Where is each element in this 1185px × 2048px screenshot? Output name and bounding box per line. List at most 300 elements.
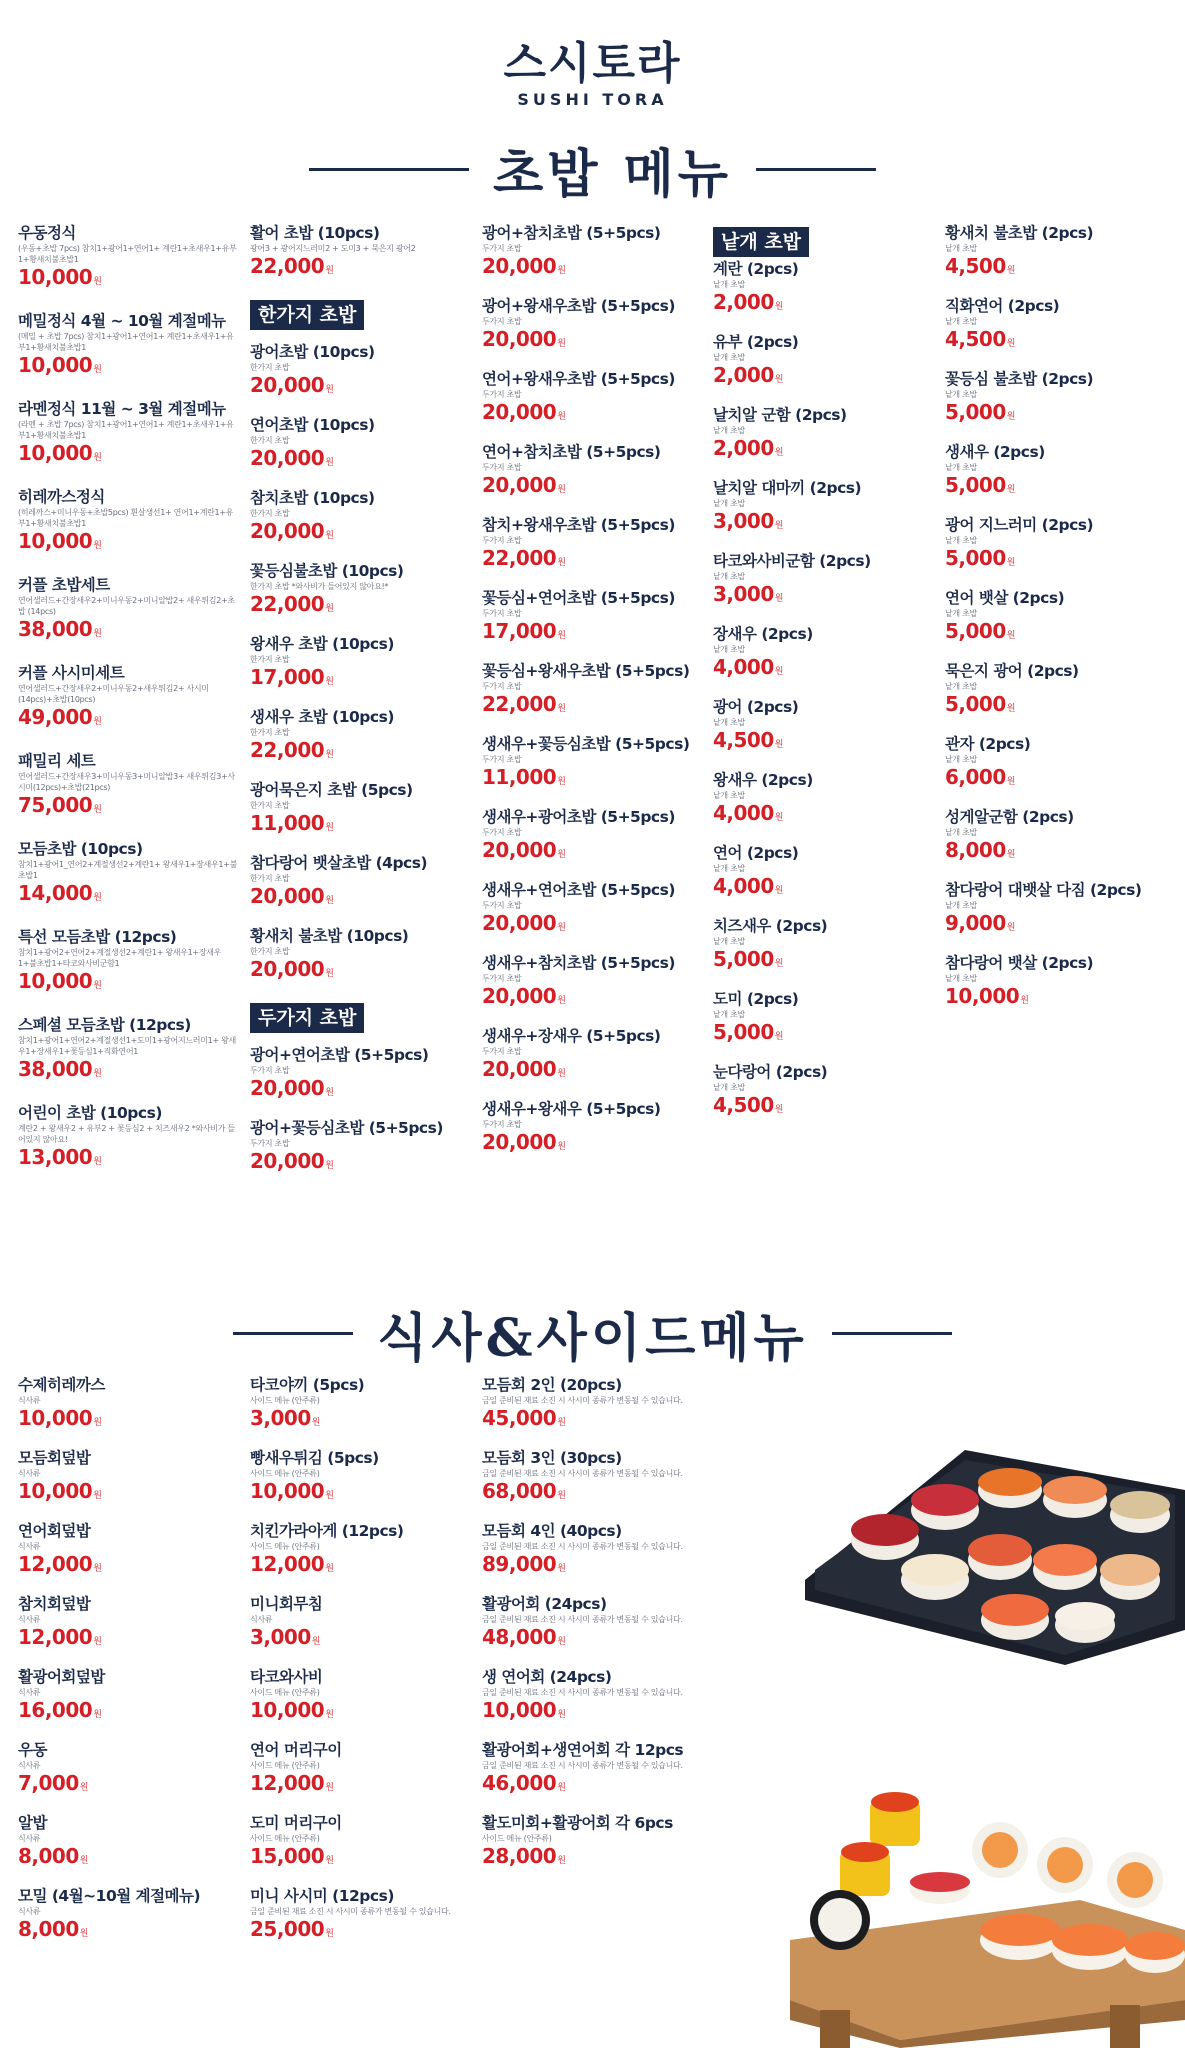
price-value: 14,000: [18, 881, 93, 905]
menu-item-name: 어린이 초밥 (10pcs): [18, 1104, 162, 1122]
menu-item-price: [482, 327, 702, 357]
menu-item-name: 연어+참치초밥 (5+5pcs): [482, 443, 661, 461]
menu-item: [250, 1448, 470, 1521]
price-value: 10,000: [18, 1479, 93, 1503]
sushi-column-piece: [713, 223, 933, 1135]
menu-item-name: 광어+참치초밥 (5+5pcs): [482, 224, 661, 242]
menu-item: [250, 1045, 470, 1118]
menu-item-name: 활어 초밥 (10pcs): [250, 224, 380, 242]
menu-item-price: [482, 546, 702, 576]
currency-unit: 원: [774, 448, 783, 458]
menu-item-name: 모밀 (4월~10월 계절메뉴): [18, 1887, 201, 1905]
menu-item-price: [713, 1093, 933, 1123]
currency-unit: 원: [93, 365, 102, 375]
title-rule-right: [756, 168, 876, 171]
menu-item-price: [18, 441, 238, 471]
menu-item-name: 활광어회+생연어회 각 12pcs: [482, 1741, 684, 1759]
currency-unit: 원: [93, 453, 102, 463]
price-value: 17,000: [250, 665, 325, 689]
menu-item-description: 한가지 초밥: [250, 363, 290, 372]
menu-item: [945, 880, 1175, 953]
currency-unit: 원: [325, 1710, 334, 1720]
menu-item: [250, 780, 470, 853]
menu-item-price: [18, 705, 238, 735]
menu-item: [250, 853, 470, 926]
menu-item-price: [18, 265, 238, 295]
sushi-column-piece-2: [945, 223, 1175, 1026]
menu-item-price: [250, 1149, 470, 1179]
menu-item-price: [482, 473, 702, 503]
currency-unit: 원: [311, 1418, 320, 1428]
price-value: 6,000: [945, 765, 1006, 789]
menu-item-name: 날치알 대마끼 (2pcs): [713, 479, 862, 497]
menu-item-price: [945, 692, 1175, 722]
menu-item-name: 모듬초밥 (10pcs): [18, 840, 143, 858]
currency-unit: 원: [1006, 485, 1015, 495]
menu-item-price: [945, 984, 1175, 1014]
menu-item-description: 금일 준비된 재료 소진 시 사시미 종류가 변동될 수 있습니다.: [482, 1688, 683, 1697]
menu-item-name: 광어묵은지 초밥 (5pcs): [250, 781, 413, 799]
menu-item: [18, 223, 238, 311]
currency-unit: 원: [1020, 996, 1029, 1006]
currency-unit: 원: [774, 302, 783, 312]
sushi-menu-title: 초밥 메뉴: [492, 144, 733, 205]
menu-item-description: 두가지 초밥: [250, 1139, 290, 1148]
currency-unit: 원: [557, 777, 566, 787]
currency-unit: 원: [557, 485, 566, 495]
menu-item-name: 참치+왕새우초밥 (5+5pcs): [482, 516, 675, 534]
currency-unit: 원: [557, 1491, 566, 1501]
price-value: 10,000: [18, 441, 93, 465]
currency-unit: 원: [93, 629, 102, 639]
price-value: 5,000: [713, 947, 774, 971]
menu-item-description: 금일 준비된 재료 소진 시 사시미 종류가 변동될 수 있습니다.: [482, 1396, 683, 1405]
menu-item: [482, 515, 702, 588]
currency-unit: 원: [325, 750, 334, 760]
menu-item-name: 광어+연어초밥 (5+5pcs): [250, 1046, 429, 1064]
menu-item-price: [250, 1844, 470, 1874]
menu-item: [18, 487, 238, 575]
menu-item-price: [482, 911, 702, 941]
menu-item-description: 식사류: [18, 1396, 41, 1405]
menu-item-name: 생새우+꽃등심초밥 (5+5pcs): [482, 735, 690, 753]
menu-item-name: 연어+왕새우초밥 (5+5pcs): [482, 370, 675, 388]
price-value: 7,000: [18, 1771, 79, 1795]
menu-item-price: [482, 619, 702, 649]
menu-item-price: [482, 1406, 742, 1436]
menu-item: [713, 405, 933, 478]
menu-item-price: [250, 1917, 470, 1947]
menu-item-price: [482, 1479, 742, 1509]
price-value: 4,500: [713, 1093, 774, 1117]
menu-item: [250, 1813, 470, 1886]
menu-item-price: [713, 728, 933, 758]
title-rule-right: [832, 1332, 952, 1335]
menu-item: [713, 770, 933, 843]
menu-item-price: [713, 509, 933, 539]
sushi-column-single: [250, 223, 470, 1191]
currency-unit: 원: [325, 1088, 334, 1098]
menu-item-description: 참치1+광어2+연어2+계절생선2+계란1+ 왕새우1+장새우1+불초밥1+타코와사비군함1: [18, 948, 222, 968]
price-value: 10,000: [18, 353, 93, 377]
price-value: 10,000: [18, 969, 93, 993]
currency-unit: 원: [1006, 412, 1015, 422]
menu-item-description: 두가지 초밥: [482, 1120, 522, 1129]
currency-unit: 원: [1006, 631, 1015, 641]
menu-item-price: [482, 1552, 742, 1582]
menu-item-description: 낱개 초밥: [713, 572, 745, 581]
price-value: 22,000: [250, 592, 325, 616]
menu-item-description: 낱개 초밥: [945, 828, 977, 837]
menu-item-name: 특선 모듬초밥 (12pcs): [18, 928, 177, 946]
menu-item: [250, 707, 470, 780]
side-column-sashimi: [482, 1375, 742, 1886]
menu-item-price: [18, 1479, 238, 1509]
menu-item: [482, 953, 702, 1026]
menu-item-description: 낱개 초밥: [945, 463, 977, 472]
menu-item-price: [482, 1057, 702, 1087]
price-value: 25,000: [250, 1917, 325, 1941]
price-value: 8,000: [945, 838, 1006, 862]
menu-item: [713, 478, 933, 551]
price-value: 8,000: [18, 1917, 79, 1941]
menu-item-description: 한가지 초밥: [250, 728, 290, 737]
currency-unit: 원: [325, 677, 334, 687]
price-value: 22,000: [250, 254, 325, 278]
menu-item-price: [945, 838, 1175, 868]
currency-unit: 원: [557, 923, 566, 933]
menu-item: [250, 634, 470, 707]
menu-item-price: [18, 1552, 238, 1582]
currency-unit: 원: [557, 1637, 566, 1647]
currency-unit: 원: [93, 1710, 102, 1720]
menu-item-price: [250, 373, 470, 403]
menu-item: [945, 515, 1175, 588]
menu-item-price: [250, 592, 470, 622]
menu-item-description: 두가지 초밥: [482, 682, 522, 691]
menu-item-name: 모듬회 2인 (20pcs): [482, 1376, 622, 1394]
menu-item-name: 모듬회 4인 (40pcs): [482, 1522, 622, 1540]
currency-unit: 원: [79, 1856, 88, 1866]
currency-unit: 원: [774, 375, 783, 385]
menu-item-name: 알밥: [18, 1814, 47, 1832]
menu-item: [18, 1103, 238, 1191]
menu-item: [482, 734, 702, 807]
menu-item-description: 금일 준비된 재료 소진 시 사시미 종류가 변동될 수 있습니다.: [482, 1615, 683, 1624]
currency-unit: 원: [557, 339, 566, 349]
currency-unit: 원: [774, 1105, 783, 1115]
menu-item-name: 유부 (2pcs): [713, 333, 799, 351]
menu-item-name: 광어+꽃등심초밥 (5+5pcs): [250, 1119, 443, 1137]
currency-unit: 원: [325, 1856, 334, 1866]
menu-item-description: 한가지 초밥: [250, 947, 290, 956]
menu-item-price: [713, 655, 933, 685]
menu-item: [713, 332, 933, 405]
menu-item-description: 광어3 + 광어지느러미2 + 도미3 + 묵은지 광어2: [250, 244, 416, 253]
menu-item-price: [713, 363, 933, 393]
menu-item-name: 묵은지 광어 (2pcs): [945, 662, 1079, 680]
menu-item-description: 연어샐러드+간장새우3+미니우동3+미니알밥3+ 새우튀김3+사시미(12pcs)+초밥(21pcs): [18, 772, 235, 792]
currency-unit: 원: [557, 1564, 566, 1574]
menu-item: [713, 916, 933, 989]
currency-unit: 원: [1006, 339, 1015, 349]
menu-item-name: 미니회무침: [250, 1595, 323, 1613]
menu-item-description: 사이드 메뉴 (안주류): [250, 1469, 320, 1478]
menu-item-description: 금일 준비된 재료 소진 시 사시미 종류가 변동될 수 있습니다.: [250, 1907, 451, 1916]
price-value: 11,000: [482, 765, 557, 789]
menu-item-description: 낱개 초밥: [713, 1010, 745, 1019]
menu-item-price: [713, 801, 933, 831]
menu-item: [250, 926, 470, 999]
menu-item-name: 왕새우 (2pcs): [713, 771, 813, 789]
currency-unit: 원: [557, 631, 566, 641]
price-value: 10,000: [250, 1479, 325, 1503]
menu-item: [18, 1448, 238, 1521]
currency-unit: 원: [557, 1783, 566, 1793]
menu-item-price: [250, 1552, 470, 1582]
menu-item-price: [18, 1917, 238, 1947]
menu-item-name: 모듬회덮밥: [18, 1449, 91, 1467]
menu-item-description: 낱개 초밥: [713, 718, 745, 727]
menu-item: [482, 1667, 742, 1740]
currency-unit: 원: [557, 1710, 566, 1720]
menu-item-name: 타코야끼 (5pcs): [250, 1376, 365, 1394]
menu-item-description: 사이드 메뉴 (안주류): [250, 1688, 320, 1697]
title-rule-left: [309, 168, 469, 171]
menu-item: [482, 1448, 742, 1521]
price-value: 20,000: [482, 911, 557, 935]
menu-item-price: [482, 1130, 702, 1160]
price-value: 13,000: [18, 1145, 93, 1169]
menu-item-description: 낱개 초밥: [713, 280, 745, 289]
menu-item: [482, 1099, 702, 1172]
price-value: 2,000: [713, 363, 774, 387]
price-value: 3,000: [713, 582, 774, 606]
menu-item-description: 낱개 초밥: [945, 244, 977, 253]
price-value: 20,000: [250, 446, 325, 470]
price-value: 10,000: [945, 984, 1020, 1008]
menu-item: [945, 296, 1175, 369]
price-value: 38,000: [18, 617, 93, 641]
menu-item: [18, 1667, 238, 1740]
menu-item-name: 장새우 (2pcs): [713, 625, 813, 643]
menu-item: [18, 927, 238, 1015]
price-value: 4,500: [945, 254, 1006, 278]
logo: [0, 40, 1185, 109]
menu-item-price: [945, 400, 1175, 430]
menu-item-description: 식사류: [18, 1615, 41, 1624]
menu-item-price: [18, 969, 238, 999]
price-value: 75,000: [18, 793, 93, 817]
menu-item-name: 날치알 군함 (2pcs): [713, 406, 847, 424]
price-value: 9,000: [945, 911, 1006, 935]
currency-unit: 원: [1006, 704, 1015, 714]
menu-item-name: 미니 사시미 (12pcs): [250, 1887, 394, 1905]
currency-unit: 원: [1006, 558, 1015, 568]
menu-item-description: 낱개 초밥: [945, 317, 977, 326]
menu-item: [945, 953, 1175, 1026]
menu-item-price: [18, 353, 238, 383]
currency-unit: 원: [557, 1418, 566, 1428]
menu-item-description: 낱개 초밥: [945, 901, 977, 910]
menu-item-price: [250, 665, 470, 695]
currency-unit: 원: [93, 1637, 102, 1647]
currency-unit: 원: [93, 541, 102, 551]
menu-item: [482, 1594, 742, 1667]
price-value: 10,000: [250, 1698, 325, 1722]
price-value: 20,000: [482, 838, 557, 862]
menu-item-description: 낱개 초밥: [945, 682, 977, 691]
menu-item-price: [482, 254, 702, 284]
menu-item: [250, 1886, 470, 1959]
currency-unit: 원: [93, 1564, 102, 1574]
menu-item: [713, 624, 933, 697]
menu-item-description: 낱개 초밥: [713, 864, 745, 873]
menu-item-name: 생새우+왕새우 (5+5pcs): [482, 1100, 661, 1118]
menu-item-description: 금일 준비된 재료 소진 시 사시미 종류가 변동될 수 있습니다.: [482, 1469, 683, 1478]
menu-item-price: [482, 1698, 742, 1728]
menu-item-name: 참다랑어 뱃살초밥 (4pcs): [250, 854, 428, 872]
menu-item-name: 참치회덮밥: [18, 1595, 91, 1613]
menu-item-name: 연어 머리구이: [250, 1741, 342, 1759]
price-value: 3,000: [250, 1625, 311, 1649]
menu-item-name: 생 연어회 (24pcs): [482, 1668, 612, 1686]
menu-item-price: [482, 765, 702, 795]
menu-item-name: 치즈새우 (2pcs): [713, 917, 828, 935]
menu-item: [250, 223, 470, 296]
menu-item-description: 두가지 초밥: [482, 536, 522, 545]
menu-item-name: 관자 (2pcs): [945, 735, 1031, 753]
menu-item-price: [250, 738, 470, 768]
price-value: 4,000: [713, 874, 774, 898]
menu-item-price: [945, 546, 1175, 576]
menu-item-description: 낱개 초밥: [945, 974, 977, 983]
sushi-menu-header: [0, 132, 1185, 207]
menu-item-price: [250, 1771, 470, 1801]
menu-item-description: 사이드 메뉴 (안주류): [482, 1834, 552, 1843]
menu-item-price: [482, 1625, 742, 1655]
currency-unit: 원: [325, 1564, 334, 1574]
price-value: 12,000: [250, 1771, 325, 1795]
menu-item-description: 낱개 초밥: [713, 645, 745, 654]
menu-item-description: 한가지 초밥: [250, 655, 290, 664]
side-column-meals: [18, 1375, 238, 1959]
menu-item-name: 활도미회+활광어회 각 6pcs: [482, 1814, 673, 1832]
menu-item-description: (메밀 + 초밥 7pcs) 참치1+광어1+연어1+ 계란1+초새우1+유부1+황새치불초밥1: [18, 332, 234, 352]
menu-item: [482, 1375, 742, 1448]
menu-item-price: [250, 1625, 470, 1655]
menu-item-description: 식사류: [18, 1907, 41, 1916]
price-value: 4,500: [945, 327, 1006, 351]
menu-item-description: 두가지 초밥: [482, 244, 522, 253]
menu-item: [713, 843, 933, 916]
price-value: 20,000: [482, 1057, 557, 1081]
menu-item-price: [250, 519, 470, 549]
menu-item-price: [18, 617, 238, 647]
currency-unit: 원: [325, 1161, 334, 1171]
menu-item-description: 참치1+광어1+연어2+계절생선1+도미1+광어지느러미1+ 왕새우1+장새우1+꽃등심1+직화연어1: [18, 1036, 236, 1056]
currency-unit: 원: [557, 850, 566, 860]
menu-item: [18, 1594, 238, 1667]
menu-item-price: [250, 1479, 470, 1509]
menu-item: [250, 1118, 470, 1191]
menu-item-description: 낱개 초밥: [713, 791, 745, 800]
menu-item-description: 두가지 초밥: [482, 317, 522, 326]
currency-unit: 원: [557, 266, 566, 276]
menu-item-description: 두가지 초밥: [482, 974, 522, 983]
currency-unit: 원: [557, 1142, 566, 1152]
menu-item-price: [18, 1625, 238, 1655]
menu-item-name: 꽃등심불초밥 (10pcs): [250, 562, 404, 580]
menu-item-price: [713, 290, 933, 320]
menu-item-price: [250, 1406, 470, 1436]
menu-item-price: [250, 1076, 470, 1106]
side-menu-title: 식사&사이드메뉴: [377, 1308, 808, 1369]
menu-item-price: [18, 529, 238, 559]
menu-item-description: 두가지 초밥: [250, 1066, 290, 1075]
menu-item: [250, 561, 470, 634]
menu-item-price: [18, 1406, 238, 1436]
menu-item-price: [250, 957, 470, 987]
menu-item-description: 참치1+광어1_연어2+계절생선2+계란1+ 왕새우1+장새우1+불초밥1: [18, 860, 238, 880]
price-value: 20,000: [250, 957, 325, 981]
menu-item-name: 타코와사비: [250, 1668, 323, 1686]
price-value: 12,000: [18, 1552, 93, 1576]
currency-unit: 원: [325, 1929, 334, 1939]
menu-item-name: 빵새우튀김 (5pcs): [250, 1449, 379, 1467]
menu-item: [250, 1667, 470, 1740]
menu-item-name: 우동: [18, 1741, 47, 1759]
menu-item: [945, 734, 1175, 807]
price-value: 15,000: [250, 1844, 325, 1868]
menu-item: [482, 369, 702, 442]
currency-unit: 원: [774, 886, 783, 896]
currency-unit: 원: [93, 981, 102, 991]
menu-item-price: [18, 793, 238, 823]
currency-unit: 원: [325, 266, 334, 276]
currency-unit: 원: [325, 896, 334, 906]
menu-item-description: 한가지 초밥 *와사비가 들어있지 않아요!*: [250, 582, 389, 591]
currency-unit: 원: [93, 1069, 102, 1079]
menu-item: [250, 1521, 470, 1594]
menu-item: [18, 1813, 238, 1886]
menu-item: [713, 697, 933, 770]
menu-item: [945, 661, 1175, 734]
menu-item-description: 사이드 메뉴 (안주류): [250, 1761, 320, 1770]
menu-item-description: 두가지 초밥: [482, 828, 522, 837]
menu-item-price: [18, 1145, 238, 1175]
menu-item: [713, 1062, 933, 1135]
price-value: 28,000: [482, 1844, 557, 1868]
currency-unit: 원: [774, 594, 783, 604]
menu-item: [250, 342, 470, 415]
currency-unit: 원: [557, 996, 566, 1006]
currency-unit: 원: [774, 521, 783, 531]
menu-item-description: 두가지 초밥: [482, 1047, 522, 1056]
currency-unit: 원: [93, 277, 102, 287]
currency-unit: 원: [325, 1783, 334, 1793]
menu-item-description: 낱개 초밥: [713, 353, 745, 362]
menu-item-price: [482, 984, 702, 1014]
menu-item: [713, 551, 933, 624]
category-single-sushi: 한가지 초밥: [250, 300, 364, 330]
menu-item: [18, 1375, 238, 1448]
price-value: 20,000: [482, 984, 557, 1008]
price-value: 4,500: [713, 728, 774, 752]
currency-unit: 원: [557, 412, 566, 422]
price-value: 3,000: [250, 1406, 311, 1430]
price-value: 10,000: [18, 1406, 93, 1430]
